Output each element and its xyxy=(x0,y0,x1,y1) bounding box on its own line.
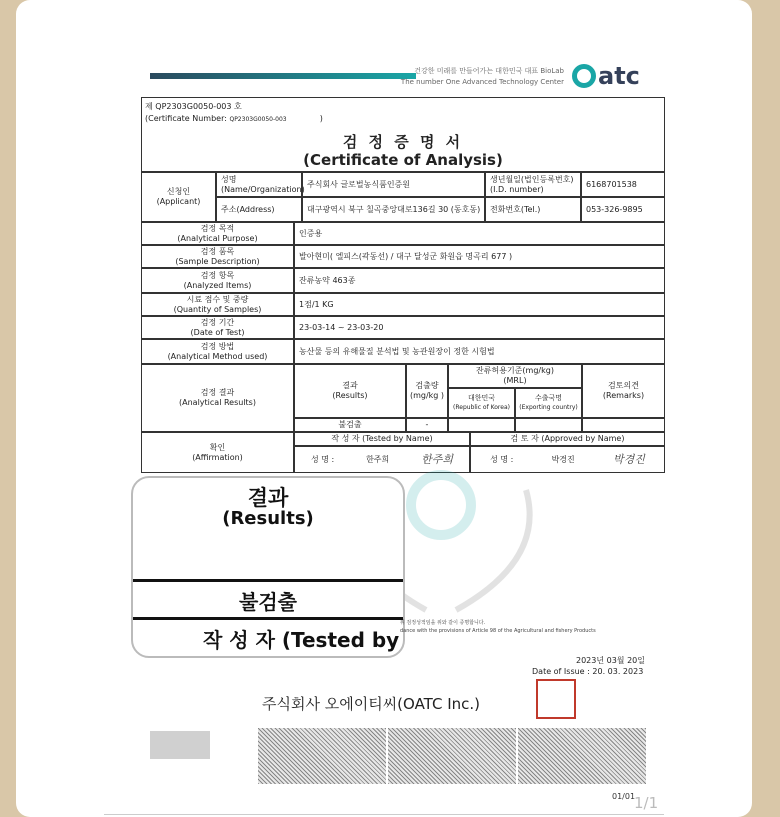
approver-name-label: 성 명 : xyxy=(490,454,514,464)
tagline-ko: 건강한 미래를 만들어가는 대한민국 대표 BioLab xyxy=(414,67,564,75)
results-col-remarks xyxy=(582,364,665,418)
field-value-purpose xyxy=(294,222,665,245)
field-value: 잔류농약 463종 xyxy=(299,275,356,285)
zoom-rule-top xyxy=(133,579,403,582)
id-label-cell xyxy=(485,172,581,197)
fine-en: dance with the provisions of Article 98 of the Agricultural and fishery Products xyxy=(400,628,596,634)
name-value: 주식회사 글로벌농식품인증원 xyxy=(307,179,411,189)
header-tagline xyxy=(396,66,564,88)
cert-number-en-close: ) xyxy=(319,114,323,123)
zoom-inset xyxy=(131,476,405,658)
name-label-ko: 성명 xyxy=(221,174,237,184)
field-value: 농산물 등의 유해물질 분석법 및 농관원장이 정한 시험법 xyxy=(299,346,495,356)
col-mrl-ko: 잔류허용기준(mg/kg) xyxy=(476,366,554,375)
field-en: (Quantity of Samples) xyxy=(173,304,262,314)
document-card xyxy=(16,0,752,817)
address-value: 대구광역시 북구 칠곡중앙대로136길 30 (동호동) xyxy=(307,204,481,214)
field-value-quantity xyxy=(294,293,665,316)
tel-value-cell xyxy=(581,197,665,222)
col-result-ko: 결과 xyxy=(342,381,358,390)
page-fraction: 1/1 xyxy=(634,794,659,812)
results-label-en: (Analytical Results) xyxy=(179,398,256,407)
field-ko: 검정 기간 xyxy=(200,317,235,327)
logo-ring-icon xyxy=(572,64,596,88)
logo-text: atc xyxy=(598,62,640,90)
tel-value: 053-326-9895 xyxy=(586,204,643,214)
address-label: 주소(Address) xyxy=(221,204,275,214)
col-remarks-ko: 검토의견 xyxy=(608,381,639,390)
zoom-rule-bottom xyxy=(133,617,403,620)
zoom-not-detected: 불검출 xyxy=(239,590,297,614)
address-value-cell xyxy=(302,197,485,222)
company-name: 주식회사 오에이티씨(OATC Inc.) xyxy=(262,695,480,713)
tester-signature: 한주희 xyxy=(421,452,454,466)
results-value-remarks xyxy=(582,418,665,432)
field-en: (Analyzed Items) xyxy=(183,280,252,290)
oatc-logo xyxy=(572,62,640,90)
field-value-method xyxy=(294,339,665,364)
field-en: (Analytical Method used) xyxy=(167,351,268,361)
field-ko: 시료 점수 및 중량 xyxy=(186,294,249,304)
qr-code-3 xyxy=(518,728,646,784)
id-label-en: (I.D. number) xyxy=(490,184,544,194)
id-value: 6168701538 xyxy=(586,179,637,189)
cert-number-en-label: (Certificate Number: xyxy=(145,114,227,123)
affirmation-ko: 확인 xyxy=(209,442,226,452)
col-export-ko: 수출국명 xyxy=(534,394,563,402)
header-gradient-bar xyxy=(150,73,416,79)
id-label-ko: 생년월일(법인등록번호) xyxy=(490,174,574,184)
zoom-results-ko: 결과 xyxy=(247,486,289,510)
id-value-cell xyxy=(581,172,665,197)
tester-name: 한주희 xyxy=(366,454,390,464)
affirmation-en: (Affirmation) xyxy=(192,452,243,462)
affirmation-label-cell xyxy=(141,432,294,473)
cert-number-en xyxy=(145,113,323,126)
field-label-sample xyxy=(141,245,294,268)
tested-by-label: 작 성 자 (Tested by Name) xyxy=(331,434,433,443)
approver-signature: 박경진 xyxy=(612,452,645,466)
results-value-result xyxy=(294,418,406,432)
tagline-en: The number One Advanced Technology Center xyxy=(400,78,564,86)
approved-by-header xyxy=(470,432,665,446)
field-en: (Sample Description) xyxy=(175,256,260,266)
qr-code-1 xyxy=(258,728,386,784)
approver-name: 박경진 xyxy=(551,454,575,464)
tel-label-cell xyxy=(485,197,581,222)
results-value-detect xyxy=(406,418,448,432)
applicant-label-ko: 신청인 xyxy=(166,187,191,196)
field-value: 1점/1 KG xyxy=(299,299,334,309)
issue-date-en: Date of Issue : 20. 03. 2023 xyxy=(532,667,644,676)
results-col-mrl xyxy=(448,364,582,388)
field-label-method xyxy=(141,339,294,364)
value-result: 불검출 xyxy=(338,420,362,429)
col-detect-en: (mg/kg ) xyxy=(409,391,445,400)
field-ko: 검정 품목 xyxy=(200,246,235,256)
title-korean: 검 정 증 명 서 xyxy=(342,133,464,151)
results-label-cell xyxy=(141,364,294,432)
bottom-divider xyxy=(104,814,664,815)
results-label-ko: 검정 결과 xyxy=(200,388,235,397)
field-label-purpose xyxy=(141,222,294,245)
value-detect: - xyxy=(425,420,429,429)
field-en: (Analytical Purpose) xyxy=(177,233,258,243)
title-english: (Certificate of Analysis) xyxy=(303,151,503,169)
field-en: (Date of Test) xyxy=(190,327,245,337)
field-label-items xyxy=(141,268,294,293)
results-value-export xyxy=(515,418,582,432)
field-value: 인증용 xyxy=(299,228,323,238)
col-remarks-en: (Remarks) xyxy=(602,391,645,400)
certificate-number xyxy=(145,101,323,126)
results-col-korea xyxy=(448,388,515,418)
col-korea-ko: 대한민국 xyxy=(467,394,496,402)
results-col-export xyxy=(515,388,582,418)
field-label-date xyxy=(141,316,294,339)
tested-by-header xyxy=(294,432,470,446)
col-result-en: (Results) xyxy=(332,391,368,400)
cert-number-ko: 제 QP2303G0050-003 호 xyxy=(145,102,242,111)
tester-name-label: 성 명 : xyxy=(310,454,335,464)
col-korea-en: (Republic of Korea) xyxy=(453,404,510,411)
cert-number-en-value: QP2303G0050-003 xyxy=(229,116,287,123)
issue-date-ko: 2023년 03월 20일 xyxy=(576,656,645,665)
address-label-cell xyxy=(216,197,302,222)
approved-by-label: 검 토 자 (Approved by Name) xyxy=(510,434,625,443)
field-value: 발아현미( 엘피스(곽동선) / 대구 달성군 화원읍 명곡리 677 ) xyxy=(299,251,513,261)
results-col-result xyxy=(294,364,406,418)
field-ko: 검정 방법 xyxy=(200,341,235,351)
col-detect-ko: 검출량 xyxy=(415,381,439,390)
page-number: 01/01 xyxy=(612,792,636,801)
results-col-detect xyxy=(406,364,448,418)
fine-ko: 위 검정성적임을 위와 같이 증명합니다. xyxy=(400,620,486,626)
applicant-label-en: (Applicant) xyxy=(156,197,201,206)
col-mrl-en: (MRL) xyxy=(503,376,527,385)
zoom-results-en: (Results) xyxy=(222,508,314,529)
field-value-items xyxy=(294,268,665,293)
field-value-sample xyxy=(294,245,665,268)
zoom-tested-by: 작 성 자 (Tested by xyxy=(203,628,400,652)
tel-label: 전화번호(Tel.) xyxy=(490,204,541,214)
field-value-date xyxy=(294,316,665,339)
field-label-quantity xyxy=(141,293,294,316)
qr-code-2 xyxy=(388,728,516,784)
company-seal-stamp xyxy=(536,679,576,719)
applicant-label-cell xyxy=(141,172,216,222)
field-ko: 검정 항목 xyxy=(200,270,235,280)
field-ko: 검정 목적 xyxy=(200,223,235,233)
name-label-en: (Name/Organization) xyxy=(221,184,305,194)
field-value: 23-03-14 ~ 23-03-20 xyxy=(299,322,384,332)
legal-fine-print xyxy=(400,619,596,635)
certificate-table xyxy=(141,97,665,473)
results-value-korea xyxy=(448,418,515,432)
col-export-en: (Exporting country) xyxy=(519,404,578,411)
small-code-block xyxy=(150,731,210,759)
name-value-cell xyxy=(302,172,485,197)
name-label-cell xyxy=(216,172,305,197)
